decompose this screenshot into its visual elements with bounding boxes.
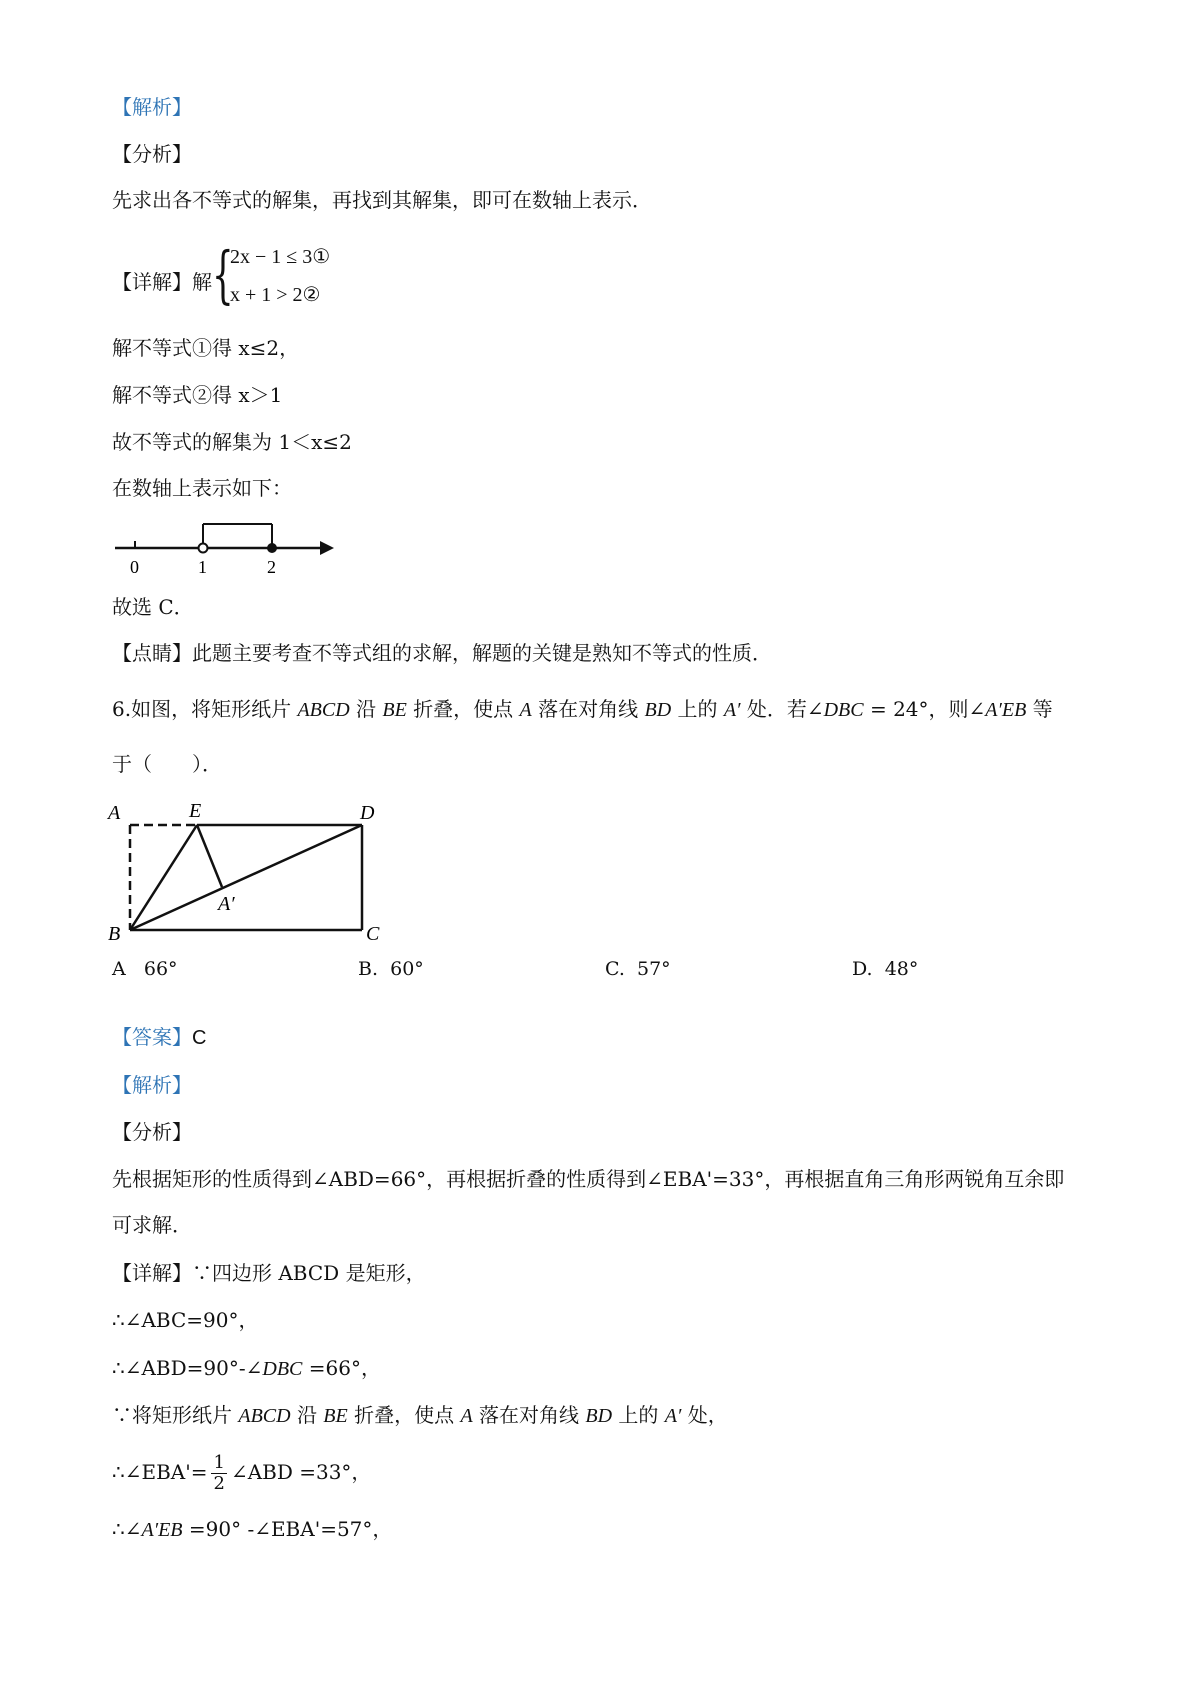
answer-line [112,1023,206,1052]
detail-line-5: ∴∠A′EB =90° -∠EBA'=57°， [112,1517,393,1541]
detail-line-3: ∵将矩形纸片 ABCD 沿 BE 折叠，使点 A 落在对角线 BD 上的 A′ 处， [112,1403,728,1427]
option-a: A 66° [112,958,178,980]
q6-dbc: DBC [823,699,864,721]
fenxi-text: 先求出各不等式的解集，再找到其解集，即可在数轴上表示． [112,188,652,212]
rectangle-fold-figure [100,795,400,945]
q6-stem-e: 上的 [677,697,718,721]
tick-label-2: 2 [267,557,276,577]
solve-line-4: 在数轴上表示如下： [112,476,292,500]
q6-bd: BD [644,699,672,721]
solve-line-3: 故不等式的解集为 1＜x≤2 [112,430,352,454]
dianjing-line: 【点睛】此题主要考查不等式组的求解，解题的关键是熟知不等式的性质． [112,641,772,665]
tick-label-1: 1 [198,557,207,577]
detail-line-1: ∴∠ABC=90°， [112,1308,259,1332]
q6-stem-2: 于（ ）． [112,752,222,776]
xiangjie-line: 【详解】∵四边形 ABCD 是矩形， [112,1261,426,1285]
fenxi-text-2a: 先根据矩形的性质得到∠ABD=66°，再根据折叠的性质得到∠EBA'=33°，再根据直角三角形两锐角互余即 [112,1167,1065,1191]
option-d: D. 48° [852,958,919,980]
label-e: E [189,800,202,822]
answer-label: 【答案】 [112,1025,192,1049]
fenxi-heading: 【分析】 [112,142,192,166]
fenxi-heading-2: 【分析】 [112,1120,192,1144]
q6-stem-h: 等 [1026,697,1053,721]
xiangjie-label: 【详解】解 [112,270,212,294]
solve-line-2: 解不等式②得 x＞1 [112,383,283,407]
q6-stem [112,695,1053,724]
q6-a: A [519,699,532,721]
choose-line: 故选 C． [112,595,194,619]
q6-aeb: A′EB [985,699,1027,721]
tick-label-0: 0 [130,557,139,577]
label-a: A [108,802,121,824]
label-d: D [360,802,375,824]
q6-stem-d: 落在对角线 [538,697,639,721]
q6-stem-g: = 24°，则∠ [863,697,986,721]
label-b: B [108,923,121,945]
detail-line-2: ∴∠ABD=90°-∠DBC =66°， [112,1356,381,1380]
brace-symbol: { [212,238,234,311]
detail-line-4: ∴∠EBA'= $\frac{1}{2}$ ∠ABD =33°， [112,1452,372,1494]
q6-be: BE [382,699,407,721]
arrow-head-icon [320,541,334,555]
option-c: C. 57° [605,958,671,980]
q6-abcd: ABCD [297,699,350,721]
jiexi-heading-2: 【解析】 [112,1073,192,1097]
closed-point-icon [267,543,277,553]
solve-line-1: 解不等式①得 x≤2， [112,336,300,360]
label-aprime: A′ [218,893,235,915]
q6-stem-b: 沿 [356,697,377,721]
label-c: C [366,923,380,945]
jiexi-heading: 【解析】 [112,95,192,119]
inequality-2: x + 1 > 2② [230,284,321,306]
q6-stem-f: 处．若∠ [746,697,824,721]
option-b: B. 60° [358,958,424,980]
inequality-1: 2x − 1 ≤ 3① [230,246,331,268]
open-point-icon [199,544,208,553]
q6-stem-c: 折叠，使点 [413,697,514,721]
q6-aprime: A′ [723,699,741,721]
q6-stem-a: 6.如图，将矩形纸片 [112,697,292,721]
number-line-figure [110,518,340,578]
fenxi-text-2b: 可求解． [112,1213,192,1237]
fraction-half: $\frac{1}{2}$ [213,1452,225,1494]
answer-value: C [192,1027,207,1049]
